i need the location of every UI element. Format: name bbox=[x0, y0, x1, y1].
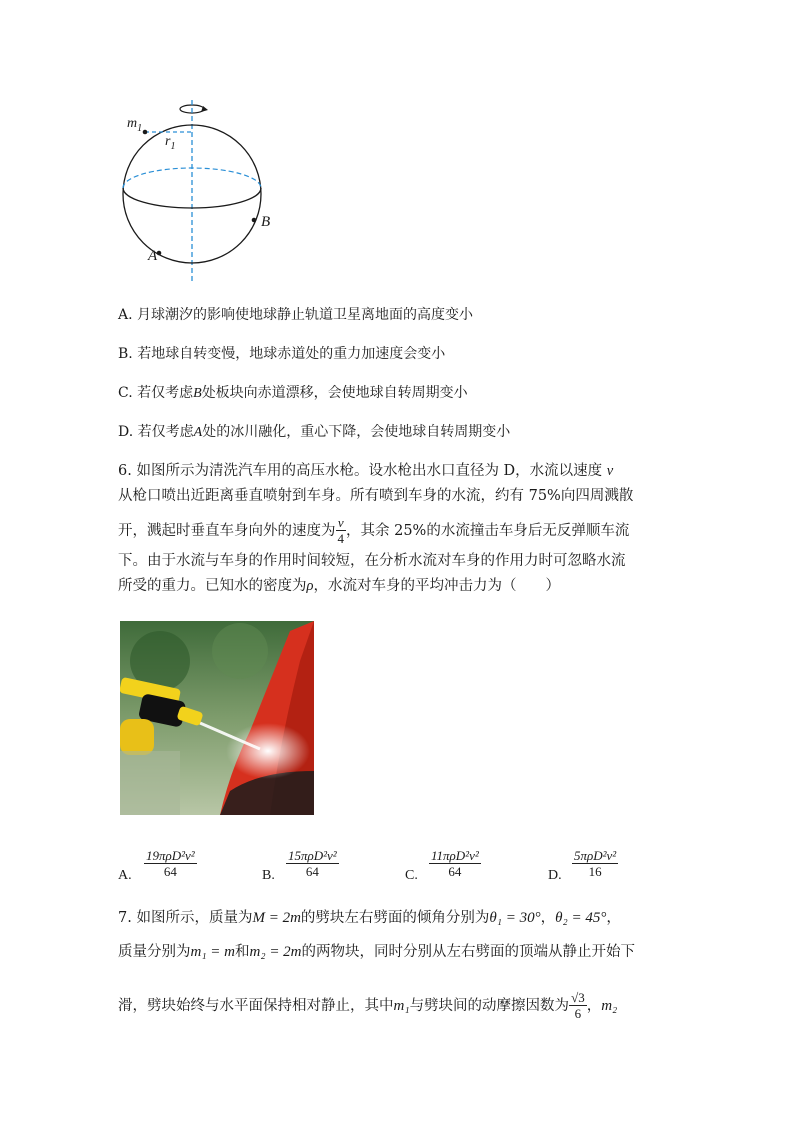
fraction-v-over-4: $\frac{v}{4}$ bbox=[337, 515, 344, 546]
point-b bbox=[252, 218, 257, 223]
q6-line-2: 从枪口喷出近距离垂直喷射到车身。所有喷到车身的水流，约有 75%向四周溅散 bbox=[118, 488, 634, 504]
earth-diagram bbox=[115, 96, 285, 286]
q7-line-3: 滑，劈块始终与水平面保持相对静止，其中m₁与劈块间的动摩擦因数为 $\frac{√3}{6}$ ，m₂ bbox=[118, 990, 618, 1021]
q6-line-5: 所受的重力。已知水的密度为ρ，水流对车身的平均冲击力为（ ） bbox=[118, 578, 560, 594]
label-r1: $r_1$ bbox=[165, 134, 176, 152]
point-m1 bbox=[143, 130, 148, 135]
water-gun-photo-svg bbox=[120, 621, 314, 815]
q6-line-3: 开，溅起时垂直车身向外的速度为 $\frac{v}{4}$ ，其余 25%的水流撞击车身后无反弹顺车流 bbox=[118, 515, 630, 546]
q6-line-1: 6. 如图所示为清洗汽车用的高压水枪。设水枪出水口直径为 D，水流以速度 v bbox=[118, 463, 614, 479]
water-spray bbox=[226, 723, 310, 779]
sphere-outline bbox=[123, 125, 261, 263]
label-a: A bbox=[148, 248, 158, 264]
q5-option-b: B. 若地球自转变慢，地球赤道处的重力加速度会变小 bbox=[118, 346, 446, 362]
q5-option-c: C. 若仅考虑B处板块向赤道漂移，会使地球自转周期变小 bbox=[118, 385, 468, 401]
fraction-sqrt3-over-6: $\frac{√3}{6}$ bbox=[571, 990, 585, 1021]
point-a bbox=[157, 251, 162, 256]
q5-option-a: A. 月球潮汐的影响使地球静止轨道卫星离地面的高度变小 bbox=[118, 307, 474, 323]
q7-line-2: 质量分别为m₁ = m和m₂ = 2m的两物块，同时分别从左右劈面的顶端从静止开始下 bbox=[118, 944, 636, 960]
label-b: B bbox=[261, 214, 271, 230]
label-m1: $m_1$ bbox=[127, 116, 143, 134]
q6-line-4: 下。由于水流与车身的作用时间较短，在分析水流对车身的作用力时可忽略水流 bbox=[118, 553, 626, 569]
water-gun-photo bbox=[120, 621, 314, 815]
q5-option-d: D. 若仅考虑A处的冰川融化，重心下降，会使地球自转周期变小 bbox=[118, 424, 511, 440]
q7-line-1: 7. 如图所示，质量为M = 2m的劈块左右劈面的倾角分别为θ₁ = 30°，θ₂ = 45°， bbox=[118, 910, 621, 926]
